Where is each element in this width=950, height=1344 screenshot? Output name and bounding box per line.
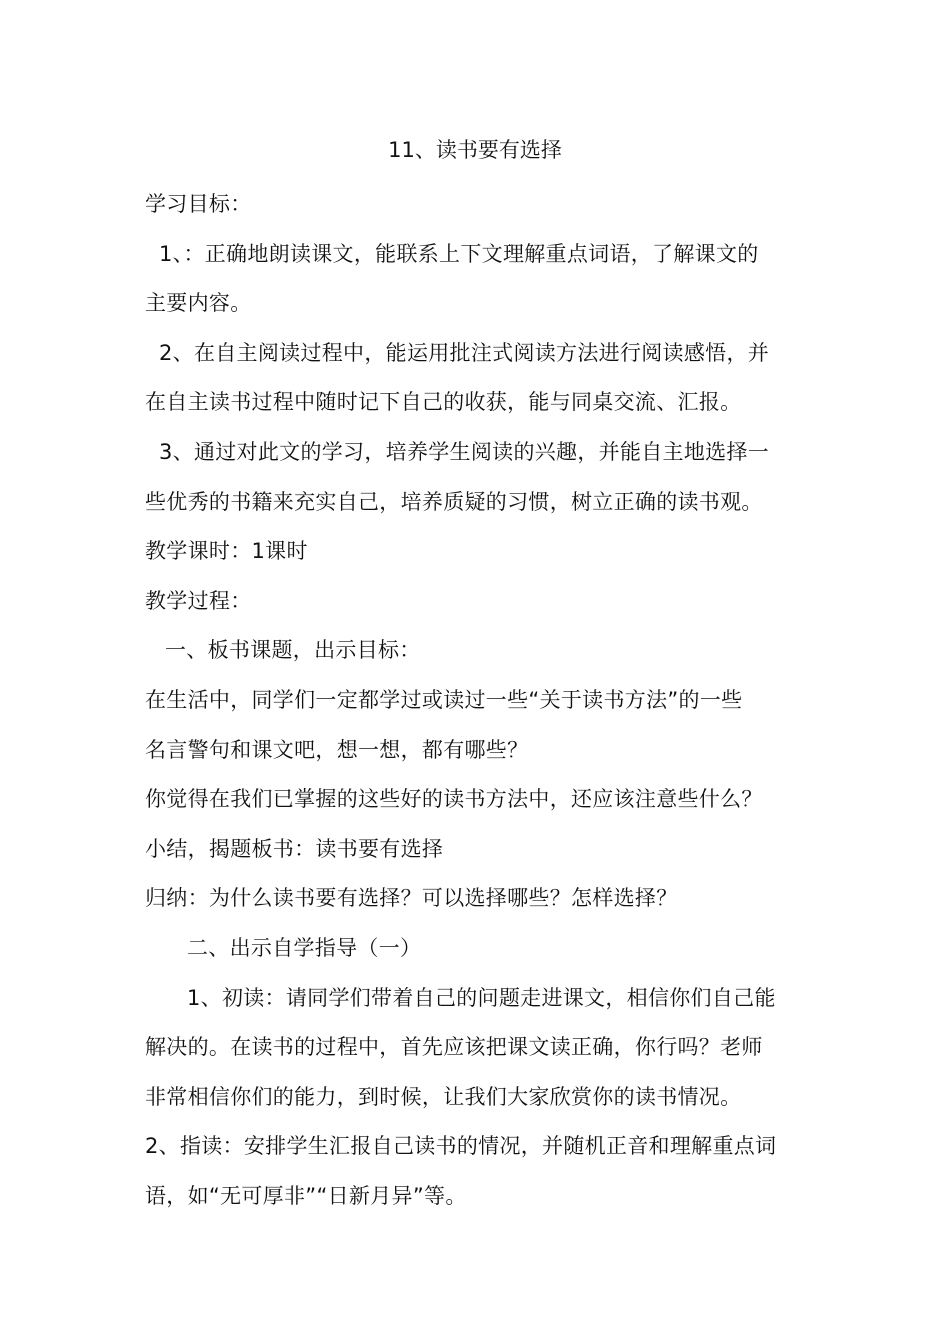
paragraph-line: 些优秀的书籍来充实自己，培养质疑的习惯，树立正确的读书观。: [145, 489, 763, 514]
paragraph-line: 解决的。在读书的过程中，首先应该把课文读正确，你行吗？老师: [145, 1035, 763, 1060]
paragraph-line: 名言警句和课文吧，想一想，都有哪些？: [145, 737, 529, 762]
paragraph-line: 2、在自主阅读过程中，能运用批注式阅读方法进行阅读感悟，并: [159, 340, 770, 365]
paragraph-line: 非常相信你们的能力，到时候，让我们大家欣赏你的读书情况。: [145, 1084, 742, 1109]
paragraph-line: 归纳：为什么读书要有选择？可以选择哪些？怎样选择？: [145, 886, 678, 911]
paragraph-line: 你觉得在我们已掌握的这些好的读书方法中，还应该注意些什么？: [145, 787, 763, 812]
paragraph-line: 教学课时：1课时: [145, 539, 308, 564]
document-body: [145, 180, 810, 1221]
paragraph-line: 小结，揭题板书：读书要有选择: [145, 836, 444, 861]
paragraph-line: 语，如“无可厚非”“日新月异”等。: [145, 1183, 467, 1208]
section-heading-process: 教学过程：: [145, 588, 252, 613]
paragraph-line: 一、板书课题，出示目标：: [165, 638, 421, 663]
paragraph-line: 1、：正确地朗读课文，能联系上下文理解重点词语，了解课文的: [159, 241, 759, 266]
paragraph-line: 在生活中，同学们一定都学过或读过一些“关于读书方法”的一些: [145, 687, 743, 712]
section-heading-objectives: 学习目标：: [145, 192, 252, 216]
paragraph-line: 二、出示自学指导（一）: [187, 935, 422, 960]
paragraph-line: 主要内容。: [145, 291, 252, 316]
paragraph-line: 3、通过对此文的学习，培养学生阅读的兴趣，并能自主地选择一: [159, 439, 770, 464]
paragraph-line: 2、指读：安排学生汇报自己读书的情况，并随机正音和理解重点词: [145, 1134, 777, 1159]
document-title: 11、读书要有选择: [388, 138, 562, 162]
paragraph-line: 在自主读书过程中随时记下自己的收获，能与同桌交流、汇报。: [145, 390, 742, 415]
paragraph-line: 1、初读：请同学们带着自己的问题走进课文，相信你们自己能: [187, 985, 776, 1010]
